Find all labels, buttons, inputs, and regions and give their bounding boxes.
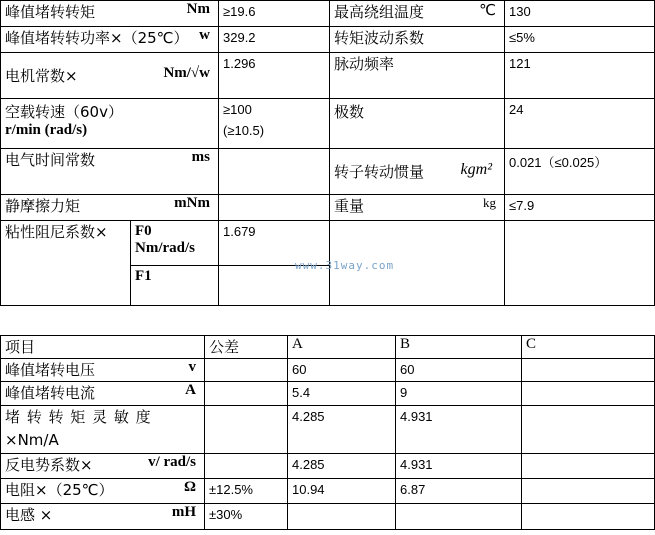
row-value2: ≤5% [505,27,655,53]
row-value2: 121 [505,53,655,99]
row-unit: mNm [174,195,210,211]
viscous-label: 粘性阻尼系数× [1,221,131,306]
row-value [219,149,330,195]
row-label: 电机常数× [5,67,78,85]
row-unit2: ℃ [479,1,496,19]
f0-unit: Nm/rad/s [135,240,195,256]
item-unit: Ω [183,479,196,495]
a-cell: 4.285 [288,454,396,479]
table-header-row [1,336,655,359]
item-label: 电感 × [5,506,53,524]
table-row [1,149,655,195]
row-value: 1.296 [219,53,330,99]
tolerance-table [0,335,655,530]
row-unit: Nm [186,1,210,17]
f0-value: 1.679 [219,221,330,266]
watermark: www.31way.com [295,259,395,272]
table-row [1,1,655,27]
item-label: 峰值堵转电流 [5,384,96,402]
row-label: 空载转速（60v） [5,103,123,121]
a-cell: 4.285 [288,406,396,454]
tol-cell [205,359,288,382]
item-label: 堵 转 转 矩 灵 敏 度 [5,408,152,426]
table-row [1,99,655,149]
row-value: ≥19.6 [219,1,330,27]
item-unit: mH [171,504,196,520]
c-cell [522,359,655,382]
row-value [219,195,330,221]
c-cell [522,479,655,504]
table-row [1,479,655,504]
header-a: A [288,336,396,359]
b-cell: 60 [396,359,522,382]
table-row [1,454,655,479]
c-cell [522,406,655,454]
tol-cell [205,454,288,479]
row-value: ≥100 [223,102,252,117]
row-label2: 转子转动惯量 [334,163,425,181]
row-value2: ≤7.9 [505,195,655,221]
f1-label: F1 [135,268,152,284]
row-label2: 脉动频率 [330,53,505,99]
table-row [1,504,655,530]
row-unit: ms [191,149,210,165]
row-unit: Nm/√w [163,65,210,81]
header-b: B [396,336,522,359]
row-value2: 0.021（≤0.025） [505,149,655,195]
row-label2: 极数 [330,99,505,149]
tol-cell [205,406,288,454]
item-unit: A [185,382,196,398]
table-row [1,27,655,53]
c-cell [522,504,655,530]
b-cell: 9 [396,382,522,406]
row-label: 峰值堵转转矩 [5,3,96,21]
tol-cell: ±30% [205,504,288,530]
row-value2: 130 [505,1,655,27]
b-cell: 4.931 [396,454,522,479]
c-cell [522,382,655,406]
row-label-line2: r/min (rad/s) [5,122,88,138]
item-label-line2: ×Nm/A [5,431,59,449]
tol-cell [205,382,288,406]
row-label2: 最高绕组温度 [334,3,425,21]
row-label: 静摩擦力矩 [5,197,81,215]
item-label: 反电势系数× [5,456,93,474]
b-cell: 6.87 [396,479,522,504]
header-tolerance: 公差 [205,336,288,359]
tol-cell: ±12.5% [205,479,288,504]
row-value2: 24 [505,99,655,149]
row-value: 329.2 [219,27,330,53]
table-row [1,406,655,454]
a-cell: 10.94 [288,479,396,504]
header-c: C [522,336,655,359]
item-label: 电阻×（25℃） [5,481,114,499]
table-row [1,359,655,382]
a-cell: 60 [288,359,396,382]
a-cell [288,504,396,530]
row-label2: 转矩波动系数 [330,27,505,53]
b-cell [396,504,522,530]
row-unit: w [199,27,210,43]
row-unit2: kgm² [460,161,492,178]
c-cell [522,454,655,479]
item-unit: v/ rad/s [148,454,196,470]
a-cell: 5.4 [288,382,396,406]
row-label: 电气时间常数 [5,151,96,169]
b-cell: 4.931 [396,406,522,454]
table-row [1,53,655,99]
row-value-line2: (≥10.5) [223,123,265,138]
header-item: 项目 [1,336,205,359]
item-unit: v [188,359,196,375]
item-label: 峰值堵转电压 [5,361,96,379]
row-label2: 重量 [334,197,365,215]
table-row [1,382,655,406]
table-row [1,195,655,221]
row-label: 峰值堵转转功率×（25℃） [5,29,189,47]
f0-label: F0 [135,223,152,239]
row-unit2: kg [483,195,496,210]
